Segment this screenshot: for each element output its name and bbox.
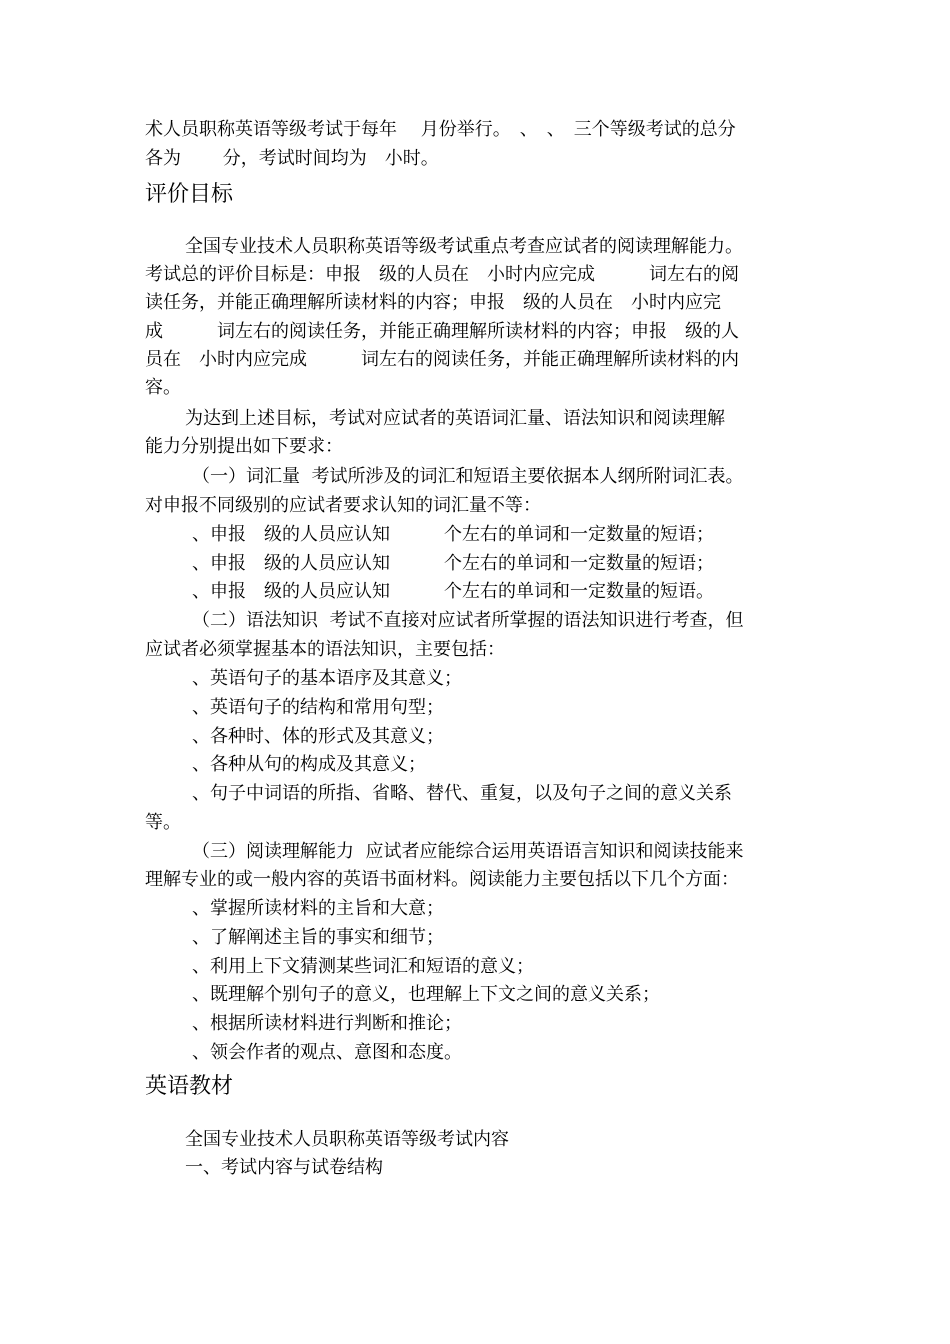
grammar-line-2: 应试者必须掌握基本的语法知识，主要包括： <box>145 639 505 660</box>
section-heading-evaluation: 评价目标 <box>145 182 234 207</box>
grammar-item-5: 、句子中词语的所指、省略、替代、重复，以及句子之间的意义关系 <box>192 783 732 804</box>
grammar-item-4: 、各种从句的构成及其意义； <box>192 754 426 775</box>
eval-para1-line-2: 考试总的评价目标是：申报 级的人员在 小时内应完成 词左右的阅 <box>145 264 739 285</box>
grammar-heading-line: （二）语法知识 考试不直接对应试者所掌握的语法知识进行考查，但 <box>192 610 744 631</box>
eval-para1-line-1: 全国专业技术人员职称英语等级考试重点考查应试者的阅读理解能力。 <box>185 236 743 257</box>
reading-item-3: 、利用上下文猜测某些词汇和短语的意义； <box>192 956 534 977</box>
reading-item-4: 、既理解个别句子的意义，也理解上下文之间的意义关系； <box>192 984 660 1005</box>
eval-para2-line-1: 为达到上述目标，考试对应试者的英语词汇量、语法知识和阅读理解 <box>185 408 725 429</box>
eval-para2-line-2: 能力分别提出如下要求： <box>145 436 343 457</box>
vocab-item-3: 、申报 级的人员应认知 个左右的单词和一定数量的短语。 <box>192 581 714 602</box>
grammar-item-3: 、各种时、体的形式及其意义； <box>192 726 444 747</box>
grammar-item-5-tail: 等。 <box>145 812 181 833</box>
eval-para1-line-3: 读任务，并能正确理解所读材料的内容；申报 级的人员在 小时内应完 <box>145 292 721 313</box>
eval-para1-line-5: 员在 小时内应完成 词左右的阅读任务，并能正确理解所读材料的内 <box>145 349 739 370</box>
reading-item-2: 、了解阐述主旨的事实和细节； <box>192 927 444 948</box>
grammar-item-1: 、英语句子的基本语序及其意义； <box>192 668 462 689</box>
eval-para1-line-4: 成 词左右的阅读任务，并能正确理解所读材料的内容；申报 级的人 <box>145 321 739 342</box>
vocab-item-2: 、申报 级的人员应认知 个左右的单词和一定数量的短语； <box>192 553 714 574</box>
vocab-item-1: 、申报 级的人员应认知 个左右的单词和一定数量的短语； <box>192 524 714 545</box>
textbook-line-2: 一、考试内容与试卷结构 <box>185 1157 383 1178</box>
reading-heading-line: （三）阅读理解能力 应试者应能综合运用英语语言知识和阅读技能来 <box>192 841 744 862</box>
section-heading-textbook: 英语教材 <box>145 1074 234 1099</box>
vocab-line-2: 对申报不同级别的应试者要求认知的词汇量不等： <box>145 495 541 516</box>
reading-item-5: 、根据所读材料进行判断和推论； <box>192 1013 462 1034</box>
textbook-line-1: 全国专业技术人员职称英语等级考试内容 <box>185 1129 509 1150</box>
reading-item-6: 、领会作者的观点、意图和态度。 <box>192 1042 462 1063</box>
intro-line-1: 术人员职称英语等级考试于每年 月份举行。 、 、 三个等级考试的总分 <box>145 119 736 140</box>
vocab-heading-line: （一）词汇量 考试所涉及的词汇和短语主要依据本人纲所附词汇表。 <box>192 466 744 487</box>
reading-item-1: 、掌握所读材料的主旨和大意； <box>192 898 444 919</box>
grammar-item-2: 、英语句子的结构和常用句型； <box>192 697 444 718</box>
eval-para1-line-6: 容。 <box>145 377 181 398</box>
reading-line-2: 理解专业的或一般内容的英语书面材料。阅读能力主要包括以下几个方面： <box>145 869 739 890</box>
intro-line-2: 各为 分，考试时间均为 小时。 <box>145 148 439 169</box>
